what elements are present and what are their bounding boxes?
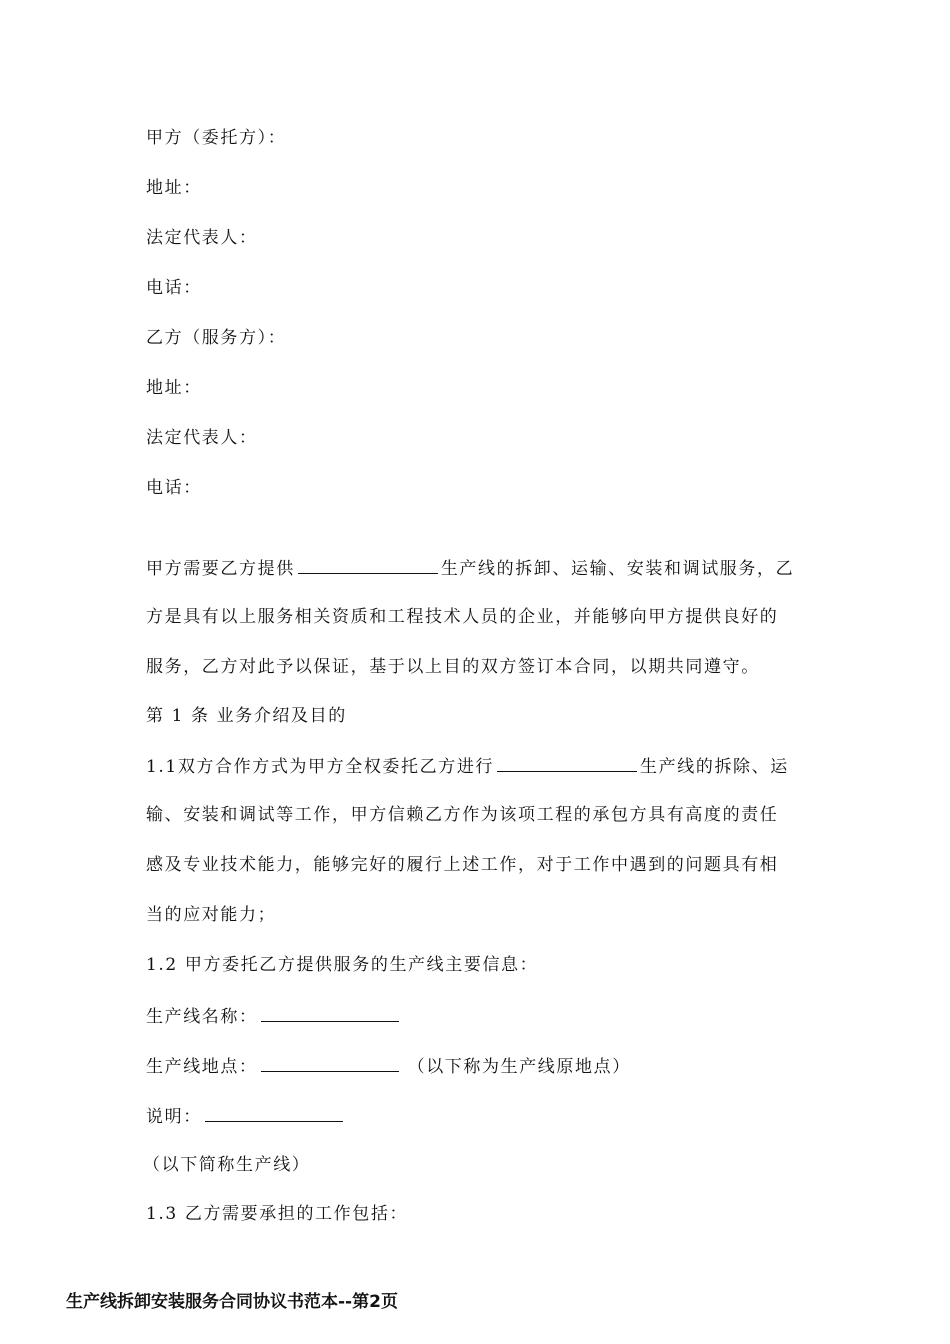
party-b-address: 地址： xyxy=(146,378,202,398)
party-a-phone: 电话： xyxy=(146,278,202,298)
party-a-title: 甲方（委托方）： xyxy=(146,128,287,148)
description-row xyxy=(146,1104,806,1128)
preamble-text: 生产线的拆卸、运输、安装和调试服务，乙 xyxy=(440,559,795,579)
clause-1-1-line-4: 当的应对能力； xyxy=(146,905,277,925)
production-line-blank xyxy=(497,754,637,772)
production-line-blank xyxy=(298,556,438,574)
clause-1-1-line-3: 感及专业技术能力，能够完好的履行上述工作，对于工作中遇到的问题具有相 xyxy=(146,855,779,875)
clause-1-1-line-1 xyxy=(146,754,806,778)
line-location-label: 生产线地点： xyxy=(146,1057,258,1077)
preamble-line-1 xyxy=(146,556,806,580)
line-location-note: （以下称为生产线原地点） xyxy=(407,1057,631,1077)
clause-1-1-line-2: 输、安装和调试等工作，甲方信赖乙方作为该项工程的承包方具有高度的责任 xyxy=(146,805,779,825)
clause-1-2-heading: 1.2 甲方委托乙方提供服务的生产线主要信息： xyxy=(146,955,539,975)
party-b-representative: 法定代表人： xyxy=(146,428,258,448)
page-footer: 生产线拆卸安装服务合同协议书范本--第2页 xyxy=(66,1292,398,1312)
party-a-address: 地址： xyxy=(146,178,202,198)
article-1-heading: 第 1 条 业务介绍及目的 xyxy=(146,706,347,726)
line-location-row xyxy=(146,1054,806,1078)
party-a-representative: 法定代表人： xyxy=(146,228,258,248)
line-name-label: 生产线名称： xyxy=(146,1007,258,1027)
party-b-phone: 电话： xyxy=(146,478,202,498)
preamble-text: 甲方需要乙方提供 xyxy=(146,559,295,579)
clause-1-3-heading: 1.3 乙方需要承担的工作包括： xyxy=(146,1204,409,1224)
description-blank xyxy=(205,1104,343,1122)
preamble-line-3: 服务，乙方对此予以保证，基于以上目的双方签订本合同，以期共同遵守。 xyxy=(146,657,760,677)
clause-text: 1.1双方合作方式为甲方全权委托乙方进行 xyxy=(146,757,495,777)
line-name-blank xyxy=(261,1004,399,1022)
line-name-row xyxy=(146,1004,806,1028)
short-name-note: （以下简称生产线） xyxy=(143,1155,311,1175)
party-b-title: 乙方（服务方）： xyxy=(146,328,287,348)
preamble-line-2: 方是具有以上服务相关资质和工程技术人员的企业，并能够向甲方提供良好的 xyxy=(146,607,779,627)
line-location-blank xyxy=(261,1054,399,1072)
description-label: 说明： xyxy=(146,1107,202,1127)
clause-text: 生产线的拆除、运 xyxy=(640,757,789,777)
